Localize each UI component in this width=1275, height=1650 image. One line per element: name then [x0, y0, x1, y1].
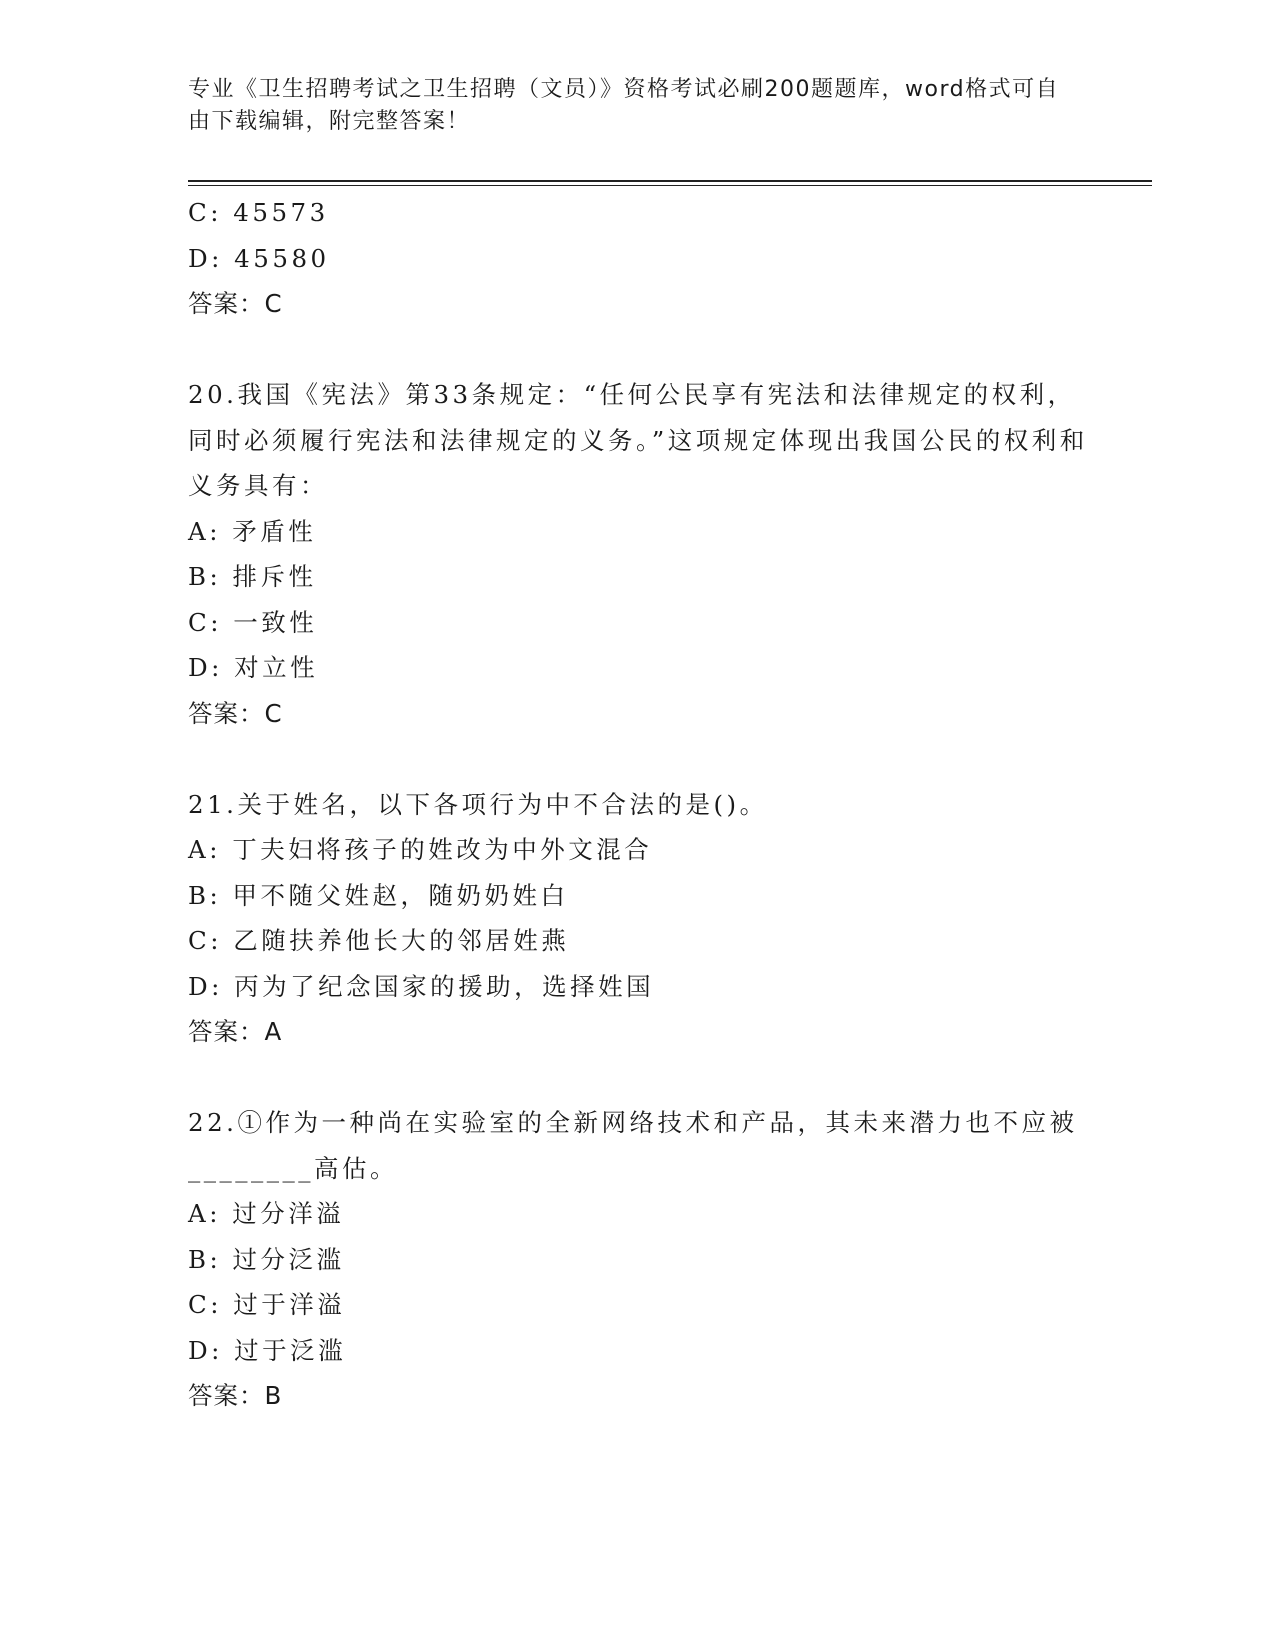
question-list — [188, 190, 1088, 1419]
answer-line: 答案：B — [188, 1381, 283, 1410]
option-item: D: 过于泛滥 — [188, 1335, 347, 1365]
question-stem: 21.关于姓名，以下各项行为中不合法的是()。 — [188, 789, 768, 819]
option-item: D: 丙为了纪念国家的援助，选择姓国 — [188, 971, 655, 1001]
option-item: A: 矛盾性 — [188, 516, 317, 546]
spacer — [188, 1055, 1088, 1101]
question-stem: 22.①作为一种尚在实验室的全新网络技术和产品，其未来潜力也不应被________高估。 — [188, 1108, 1078, 1183]
question-block-21 — [188, 782, 1088, 1055]
option-item: C: 45573 — [188, 198, 329, 227]
answer-line: 答案：A — [188, 1017, 283, 1046]
header-divider-thick — [188, 180, 1152, 182]
option-item: D: 对立性 — [188, 653, 319, 682]
option-item: B: 排斥性 — [188, 562, 317, 591]
option-item: A: 丁夫妇将孩子的姓改为中外文混合 — [188, 835, 653, 864]
spacer — [188, 327, 1088, 373]
spacer — [188, 736, 1088, 782]
option-item: A: 过分洋溢 — [188, 1199, 345, 1228]
question-stem: 20.我国《宪法》第33条规定：“任何公民享有宪法和法律规定的权利，同时必须履行宪法和法律规定的义务。”这项规定体现出我国公民的权利和义务具有： — [188, 380, 1088, 500]
option-item: C: 过于洋溢 — [188, 1290, 346, 1319]
question-block-20 — [188, 372, 1088, 736]
option-item: C: 一致性 — [188, 607, 318, 637]
option-item: D: 45580 — [188, 243, 330, 273]
header-divider-thin — [188, 185, 1152, 186]
option-item: B: 甲不随父姓赵，随奶奶姓白 — [188, 880, 569, 910]
option-item: B: 过分泛滥 — [188, 1244, 345, 1274]
option-item: C: 乙随扶养他长大的邻居姓燕 — [188, 926, 570, 955]
question-block-previous — [188, 190, 1088, 327]
question-block-22 — [188, 1100, 1088, 1419]
document-header: 专业《卫生招聘考试之卫生招聘（文员）》资格考试必刷200题题库，word格式可自由下载编辑，附完整答案！ — [188, 77, 1060, 134]
answer-line: 答案：C — [188, 698, 283, 728]
answer-line: 答案：C — [188, 289, 283, 318]
